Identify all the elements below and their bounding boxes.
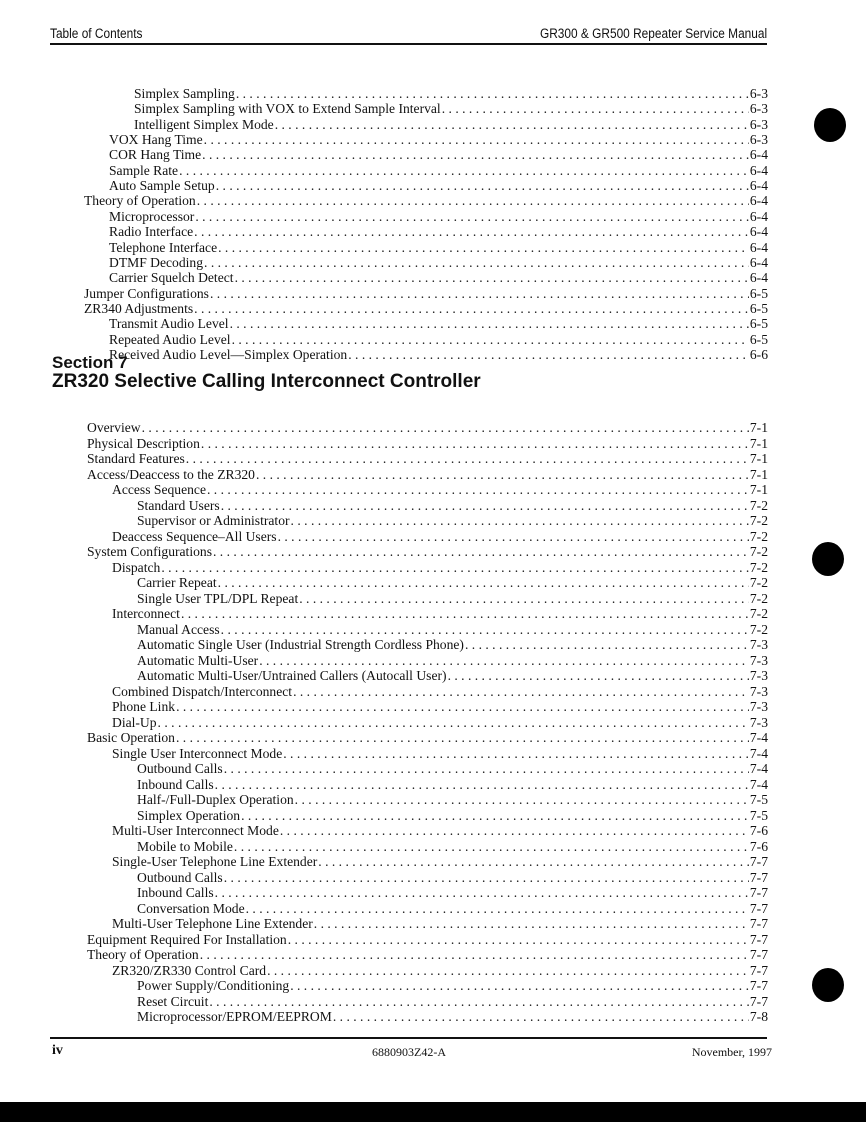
dot-leader bbox=[194, 301, 749, 317]
toc-entry-page: 7-6 bbox=[749, 838, 768, 854]
toc-entry-title: Standard Features bbox=[87, 451, 185, 466]
toc-entry-title: Dispatch bbox=[112, 559, 161, 575]
toc-entry-page: 7-3 bbox=[749, 699, 768, 714]
dot-leader bbox=[201, 436, 749, 452]
toc-entry-title: Telephone Interface bbox=[109, 239, 218, 255]
toc-entry bbox=[134, 117, 768, 133]
toc-entry-page: 6-6 bbox=[749, 346, 768, 362]
toc-entry-page: 7-4 bbox=[749, 730, 768, 745]
dot-leader bbox=[333, 1009, 749, 1025]
toc-entry-page: 6-4 bbox=[749, 254, 768, 270]
toc-entry bbox=[137, 668, 768, 684]
dot-leader bbox=[230, 316, 749, 332]
dot-leader bbox=[236, 86, 749, 102]
toc-entry-title: Conversation Mode bbox=[137, 900, 245, 916]
toc-entry-page: 7-1 bbox=[749, 451, 768, 466]
dot-leader bbox=[216, 178, 749, 194]
toc-entry-title: Automatic Single User (Industrial Strength Cordless Phone) bbox=[137, 637, 464, 652]
toc-entry-title: Carrier Repeat bbox=[137, 575, 217, 590]
toc-entry-page: 7-2 bbox=[749, 575, 768, 590]
toc-entry-page: 6-4 bbox=[749, 239, 768, 255]
toc-entry-page: 7-7 bbox=[749, 869, 768, 885]
toc-entry-title: Received Audio Level—Simplex Operation bbox=[109, 346, 348, 362]
toc-entry-page: 7-8 bbox=[749, 1009, 768, 1024]
toc-entry bbox=[137, 870, 768, 886]
toc-entry-page: 6-4 bbox=[749, 193, 768, 209]
toc-entry-page: 7-1 bbox=[749, 482, 768, 497]
toc-entry bbox=[137, 1009, 768, 1025]
toc-entry-page: 6-4 bbox=[749, 147, 768, 163]
dot-leader bbox=[283, 746, 749, 762]
toc-entry bbox=[112, 560, 768, 576]
toc-entry bbox=[109, 209, 768, 225]
dot-leader bbox=[161, 560, 749, 576]
toc-entry-title: Multi-User Telephone Line Extender bbox=[112, 916, 313, 931]
toc-entry bbox=[112, 823, 768, 839]
toc-entry-title: Sample Rate bbox=[109, 162, 179, 178]
toc-entry bbox=[137, 498, 768, 514]
toc-entry-title: Supervisor or Administrator bbox=[137, 513, 290, 528]
toc-entry-page: 7-2 bbox=[749, 606, 768, 621]
toc-entry-page: 7-4 bbox=[749, 761, 768, 776]
toc-entry-title: Theory of Operation bbox=[84, 193, 196, 209]
dot-leader bbox=[278, 529, 749, 545]
toc-entry bbox=[112, 606, 768, 622]
toc-entry-title: Single User Interconnect Mode bbox=[112, 745, 283, 761]
dot-leader bbox=[267, 963, 749, 979]
toc-entry-title: Microprocessor bbox=[109, 208, 195, 224]
dot-leader bbox=[218, 575, 749, 591]
toc-entry-title: Intelligent Simplex Mode bbox=[134, 116, 274, 132]
dot-leader bbox=[176, 730, 749, 746]
toc-entry-title: Simplex Sampling with VOX to Extend Sample Interval bbox=[134, 101, 441, 117]
dot-leader bbox=[194, 224, 749, 240]
footer-page-number: iv bbox=[52, 1043, 63, 1058]
toc-entry-title: Theory of Operation bbox=[87, 947, 199, 962]
dot-leader bbox=[218, 240, 749, 256]
dot-leader bbox=[179, 163, 749, 179]
toc-entry-page: 7-3 bbox=[749, 652, 768, 668]
dot-leader bbox=[280, 823, 749, 839]
scan-edge-band bbox=[0, 1102, 866, 1122]
toc-entry-page: 6-5 bbox=[749, 300, 768, 316]
dot-leader bbox=[256, 467, 749, 483]
toc-entry-title: ZR340 Adjustments bbox=[84, 300, 194, 316]
footer-date: November, 1997 bbox=[691, 1045, 772, 1059]
toc-entry bbox=[112, 482, 768, 498]
dot-leader bbox=[215, 885, 749, 901]
toc-entry bbox=[87, 947, 768, 963]
toc-entry bbox=[137, 901, 768, 917]
toc-entry-page: 7-1 bbox=[749, 420, 768, 435]
toc-entry-page: 7-7 bbox=[749, 885, 768, 900]
toc-entry bbox=[112, 746, 768, 762]
punch-hole-top bbox=[814, 108, 846, 142]
toc-entry-page: 6-4 bbox=[749, 270, 768, 286]
toc-entry-page: 7-7 bbox=[749, 947, 768, 962]
punch-hole-bottom bbox=[812, 968, 844, 1002]
toc-entry bbox=[87, 451, 768, 467]
toc-entry bbox=[87, 436, 768, 452]
toc-entry bbox=[112, 854, 768, 870]
dot-leader bbox=[204, 255, 749, 271]
toc-entry-title: Equipment Required For Installation bbox=[87, 931, 287, 947]
dot-leader bbox=[215, 777, 749, 793]
toc-entry bbox=[84, 193, 768, 209]
toc-entry-page: 6-5 bbox=[749, 331, 768, 347]
toc-entry-page: 7-5 bbox=[749, 807, 768, 823]
toc-entry bbox=[137, 777, 768, 793]
dot-leader bbox=[158, 715, 749, 731]
toc-entry-page: 6-4 bbox=[749, 178, 768, 194]
dot-leader bbox=[275, 117, 749, 133]
toc-entry bbox=[109, 255, 768, 271]
toc-entry bbox=[137, 513, 768, 529]
toc-entry-title: Automatic Multi-User bbox=[137, 652, 259, 668]
dot-leader bbox=[202, 147, 749, 163]
toc-entry-page: 7-6 bbox=[749, 823, 768, 838]
toc-entry bbox=[87, 420, 768, 436]
toc-entry-title: Access Sequence bbox=[112, 482, 206, 497]
toc-entry-page: 7-4 bbox=[749, 776, 768, 792]
toc-entry bbox=[137, 622, 768, 638]
dot-leader bbox=[224, 870, 749, 886]
footer-rule bbox=[50, 1037, 767, 1039]
toc-entry-page: 6-3 bbox=[749, 132, 768, 148]
dot-leader bbox=[299, 591, 749, 607]
punch-hole-middle bbox=[812, 542, 844, 576]
toc-entry-title: Dial-Up bbox=[112, 714, 157, 730]
toc-entry-title: DTMF Decoding bbox=[109, 254, 204, 270]
toc-entry bbox=[109, 332, 768, 348]
toc-entry bbox=[109, 347, 768, 363]
dot-leader bbox=[295, 792, 749, 808]
dot-leader bbox=[197, 193, 749, 209]
toc-entry-title: Combined Dispatch/Interconnect bbox=[112, 683, 293, 699]
toc-entry-page: 7-2 bbox=[749, 528, 768, 544]
toc-entry-title: Simplex Sampling bbox=[134, 86, 235, 101]
toc-entry-title: Inbound Calls bbox=[137, 776, 214, 792]
dot-leader bbox=[209, 994, 749, 1010]
dot-leader bbox=[142, 420, 749, 436]
toc-entry-page: 7-1 bbox=[749, 435, 768, 451]
section-label: Section 7 bbox=[52, 353, 128, 372]
toc-entry bbox=[112, 715, 768, 731]
dot-leader bbox=[221, 498, 749, 514]
toc-entry-title: Outbound Calls bbox=[137, 869, 223, 885]
toc-entry-title: Simplex Operation bbox=[137, 807, 241, 823]
toc-entry-title: Manual Access bbox=[137, 621, 220, 637]
dot-leader bbox=[465, 637, 749, 653]
toc-entry bbox=[137, 839, 768, 855]
toc-entry bbox=[109, 178, 768, 194]
toc-entry-title: COR Hang Time bbox=[109, 147, 202, 163]
toc-entry-page: 7-2 bbox=[749, 621, 768, 637]
toc-entry-title: Basic Operation bbox=[87, 730, 175, 745]
toc-entry bbox=[137, 978, 768, 994]
dot-leader bbox=[241, 808, 749, 824]
toc-entry-title: VOX Hang Time bbox=[109, 132, 203, 148]
toc-entry bbox=[109, 240, 768, 256]
dot-leader bbox=[204, 132, 749, 148]
toc-entry bbox=[112, 916, 768, 932]
toc-entry-title: Physical Description bbox=[87, 435, 200, 451]
toc-entry bbox=[137, 885, 768, 901]
toc-entry-title: Auto Sample Setup bbox=[109, 178, 215, 194]
toc-entry bbox=[134, 101, 768, 117]
toc-entry-title: Automatic Multi-User/Untrained Callers (Autocall User) bbox=[137, 668, 447, 683]
dot-leader bbox=[318, 854, 749, 870]
dot-leader bbox=[207, 482, 749, 498]
toc-entry-title: Access/Deaccess to the ZR320 bbox=[87, 466, 255, 482]
dot-leader bbox=[232, 332, 749, 348]
toc-entry-page: 7-3 bbox=[749, 637, 768, 652]
toc-entry-page: 7-2 bbox=[749, 513, 768, 528]
toc-entry bbox=[109, 224, 768, 240]
toc-entry bbox=[109, 132, 768, 148]
toc-entry-page: 7-3 bbox=[749, 668, 768, 683]
header-manual-title: GR300 & GR500 Repeater Service Manual bbox=[539, 26, 767, 41]
dot-leader bbox=[195, 209, 749, 225]
toc-entry-title: Mobile to Mobile bbox=[137, 838, 233, 854]
toc-entry bbox=[87, 544, 768, 560]
toc-entry-title: Single-User Telephone Line Extender bbox=[112, 854, 318, 869]
toc-entry bbox=[87, 932, 768, 948]
toc-entry bbox=[137, 575, 768, 591]
toc-entry-title: Transmit Audio Level bbox=[109, 316, 229, 332]
dot-leader bbox=[186, 451, 749, 467]
toc-entry bbox=[109, 316, 768, 332]
toc-entry-title: Outbound Calls bbox=[137, 761, 223, 776]
toc-entry-page: 7-5 bbox=[749, 792, 768, 807]
dot-leader bbox=[246, 901, 749, 917]
section-title: ZR320 Selective Calling Interconnect Controller bbox=[52, 371, 481, 392]
dot-leader bbox=[448, 668, 749, 684]
toc-entry-title: Overview bbox=[87, 420, 141, 435]
toc-entry-page: 7-3 bbox=[749, 683, 768, 699]
toc-entry-title: Single User TPL/DPL Repeat bbox=[137, 590, 299, 606]
toc-entry-title: Jumper Configurations bbox=[84, 285, 209, 301]
dot-leader bbox=[290, 978, 749, 994]
toc-entry-page: 7-2 bbox=[749, 544, 768, 559]
toc-entry-page: 7-2 bbox=[749, 559, 768, 575]
toc-entry-page: 7-7 bbox=[749, 993, 768, 1009]
toc-entry-page: 7-4 bbox=[749, 745, 768, 761]
dot-leader bbox=[221, 622, 749, 638]
toc-entry-page: 7-7 bbox=[749, 916, 768, 931]
toc-entry-page: 7-1 bbox=[749, 466, 768, 482]
toc-entry bbox=[134, 86, 768, 102]
toc-entry-title: Reset Circuit bbox=[137, 993, 209, 1009]
toc-entry-title: Carrier Squelch Detect bbox=[109, 270, 234, 286]
toc-entry-page: 7-7 bbox=[749, 931, 768, 947]
toc-entry bbox=[112, 963, 768, 979]
dot-leader bbox=[314, 916, 749, 932]
toc-entry bbox=[137, 792, 768, 808]
header-rule bbox=[50, 43, 767, 45]
dot-leader bbox=[293, 684, 749, 700]
toc-entry-title: Radio Interface bbox=[109, 224, 194, 240]
toc-entry-page: 7-7 bbox=[749, 978, 768, 993]
toc-entry bbox=[87, 730, 768, 746]
toc-entry bbox=[137, 637, 768, 653]
toc-entry bbox=[109, 147, 768, 163]
toc-entry-page: 7-2 bbox=[749, 590, 768, 606]
toc-entry-page: 6-3 bbox=[749, 116, 768, 132]
toc-entry bbox=[137, 808, 768, 824]
toc-entry-page: 7-7 bbox=[749, 854, 768, 869]
toc-entry bbox=[109, 270, 768, 286]
toc-entry bbox=[109, 163, 768, 179]
toc-entry bbox=[84, 286, 768, 302]
dot-leader bbox=[442, 101, 749, 117]
footer-doc-number: 6880903Z42-A bbox=[372, 1045, 446, 1059]
toc-entry-title: System Configurations bbox=[87, 544, 212, 559]
toc-entry bbox=[112, 529, 768, 545]
dot-leader bbox=[291, 513, 749, 529]
dot-leader bbox=[210, 286, 749, 302]
dot-leader bbox=[259, 653, 749, 669]
toc-entry bbox=[112, 684, 768, 700]
toc-entry-title: Microprocessor/EPROM/EEPROM bbox=[137, 1009, 332, 1024]
toc-entry-page: 6-4 bbox=[749, 162, 768, 178]
toc-entry-page: 7-3 bbox=[749, 714, 768, 730]
toc-entry bbox=[137, 761, 768, 777]
toc-entry-page: 6-5 bbox=[749, 316, 768, 332]
toc-entry-title: Phone Link bbox=[112, 699, 176, 714]
toc-entry-page: 7-7 bbox=[749, 900, 768, 916]
toc-entry-page: 7-2 bbox=[749, 497, 768, 513]
toc-entry bbox=[137, 591, 768, 607]
header-section-title: Table of Contents bbox=[50, 26, 143, 41]
toc-entry-page: 6-3 bbox=[749, 101, 768, 117]
dot-leader bbox=[234, 839, 749, 855]
dot-leader bbox=[224, 761, 749, 777]
toc-entry-title: Repeated Audio Level bbox=[109, 331, 231, 347]
toc-entry-title: Power Supply/Conditioning bbox=[137, 978, 290, 993]
toc-entry bbox=[87, 467, 768, 483]
dot-leader bbox=[213, 544, 749, 560]
dot-leader bbox=[288, 932, 749, 948]
toc-entry-page: 7-7 bbox=[749, 962, 768, 978]
toc-entry-page: 6-5 bbox=[749, 285, 768, 301]
toc-entry bbox=[137, 994, 768, 1010]
toc-entry-title: ZR320/ZR330 Control Card bbox=[112, 962, 267, 978]
toc-entry bbox=[112, 699, 768, 715]
dot-leader bbox=[200, 947, 749, 963]
toc-entry-title: Standard Users bbox=[137, 497, 220, 513]
toc-entry-title: Half-/Full-Duplex Operation bbox=[137, 792, 294, 807]
toc-entry bbox=[137, 653, 768, 669]
dot-leader bbox=[235, 270, 749, 286]
toc-entry-title: Multi-User Interconnect Mode bbox=[112, 823, 279, 838]
toc-entry-title: Inbound Calls bbox=[137, 885, 214, 900]
toc-entry-page: 6-3 bbox=[749, 86, 768, 101]
dot-leader bbox=[181, 606, 749, 622]
toc-entry bbox=[84, 301, 768, 317]
dot-leader bbox=[348, 347, 749, 363]
toc-entry-title: Interconnect bbox=[112, 606, 180, 621]
dot-leader bbox=[176, 699, 749, 715]
toc-entry-title: Deaccess Sequence–All Users bbox=[112, 528, 277, 544]
toc-entry-page: 6-4 bbox=[749, 224, 768, 240]
toc-entry-page: 6-4 bbox=[749, 208, 768, 224]
